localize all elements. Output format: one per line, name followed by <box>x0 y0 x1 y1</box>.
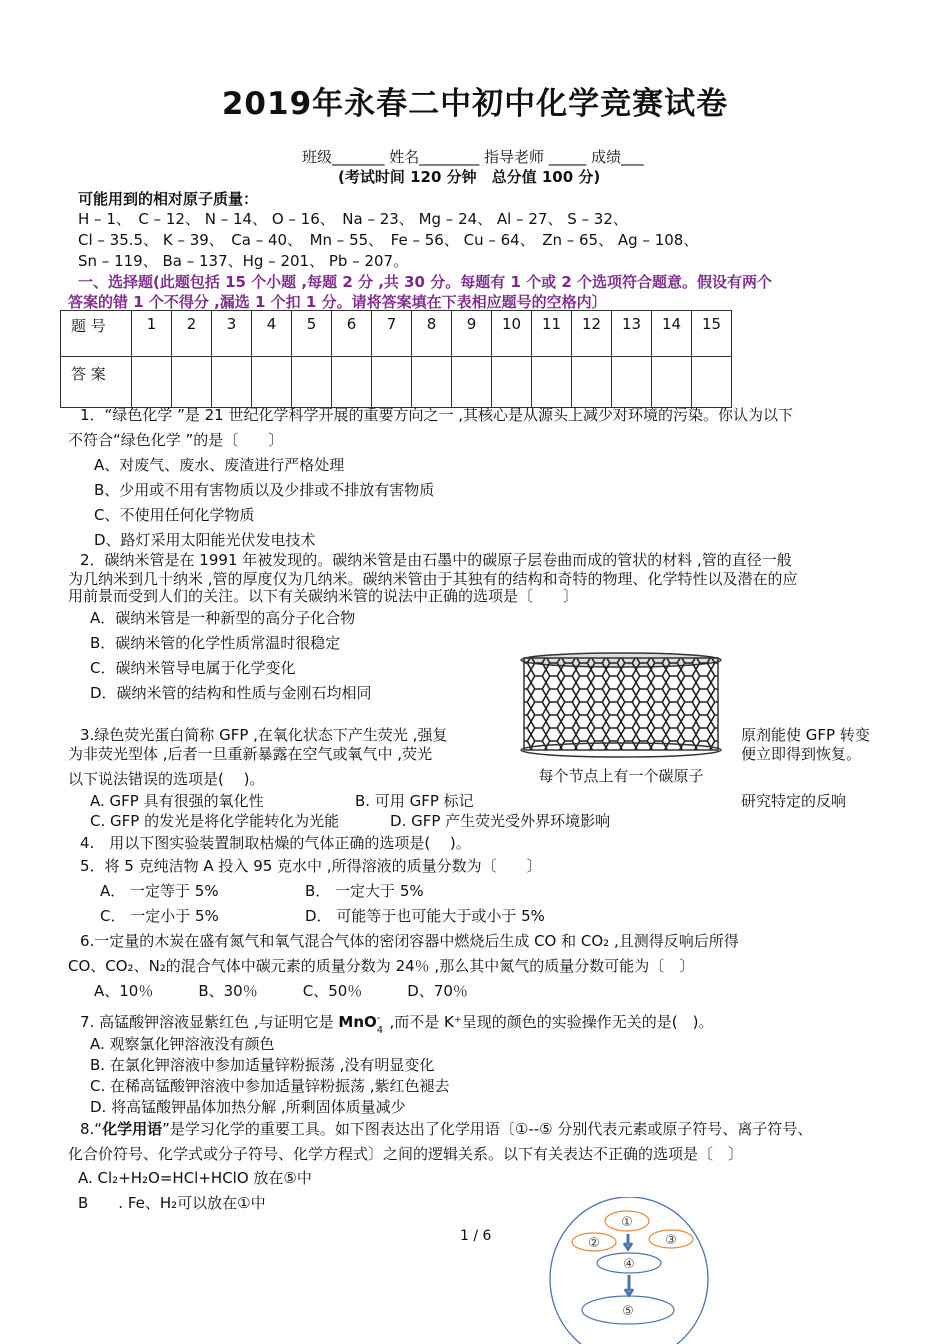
answer-cell[interactable] <box>492 357 532 408</box>
q1-option-b: B、少用或不用有害物质以及少排或不排放有害物质 <box>94 481 435 499</box>
q8-stem <box>80 1118 812 1139</box>
answer-cell[interactable] <box>612 357 652 408</box>
q5-option-d: D． 可能等于也可能大于或小于 5% <box>305 907 545 925</box>
q6-options: A、10％ B、30％ C、50％ D、70％ <box>94 982 468 1000</box>
q8-stem-rest: ”是学习化学的重要工具。如下图表达出了化学用语〔①--⑤ 分别代表元素或原子符号、离子符号、 <box>162 1120 813 1138</box>
q3-option-b-cont: 研究特定的反响 <box>741 792 847 810</box>
q3-option-b: B. 可用 GFP 标记 <box>355 792 474 810</box>
question-number-cell: 11 <box>532 311 572 357</box>
q4-stem: 4. 用以下图实验装置制取枯燥的气体正确的选项是( )。 <box>80 834 471 852</box>
answer-cell[interactable] <box>292 357 332 408</box>
q7-option-d: D. 将高锰酸钾晶体加热分解 ,所剩固体质量减少 <box>90 1098 406 1116</box>
permanganate-ion: MnO <box>338 1013 377 1031</box>
q2-option-a: A．碳纳米管是一种新型的高分子化合物 <box>90 609 356 627</box>
q7-option-a: A. 观察氯化钾溶液没有颜色 <box>90 1035 275 1053</box>
question-number-cell: 6 <box>332 311 372 357</box>
q1-option-d: D、路灯采用太阳能光伏发电技术 <box>94 531 316 549</box>
label-2: ② <box>588 1236 600 1251</box>
chem-language-term: 化学用语 <box>102 1120 163 1138</box>
q3-option-a: A. GFP 具有很强的氧化性 <box>90 792 264 810</box>
q8-option-a: A. Cl₂+H₂O=HCl+HClO 放在⑤中 <box>78 1169 312 1187</box>
question-number-cell: 5 <box>292 311 332 357</box>
q2-stem-cont: 为几纳米到几十纳米 ,管的厚度仅为几纳米。碳纳米管由于其独有的结构和奇特的物理、化学特性以及潜在的应 <box>68 570 798 588</box>
answer-row-label: 答 案 <box>61 357 132 408</box>
answer-cell[interactable] <box>412 357 452 408</box>
arrow-down-icon <box>625 1275 633 1295</box>
q1-stem: 1．“绿色化学 ”是 21 世纪化学科学开展的重要方向之一 ,其核心是从源头上减少对环境的污染。你认为以下 <box>80 406 794 424</box>
q3-stem: 3.绿色荧光蛋白简称 GFP ,在氧化状态下产生荧光 ,强复 <box>80 726 448 744</box>
carbon-nanotube-figure <box>516 650 726 790</box>
q3-stem-cont: 为非荧光型体 ,后者一旦重新暴露在空气或氧气中 ,荧光 <box>68 745 433 763</box>
q8-option-b: B . Fe、H₂可以放在①中 <box>78 1194 266 1212</box>
ion-subscript: 4 <box>376 1025 384 1036</box>
answer-cell[interactable] <box>652 357 692 408</box>
q5-stem: 5．将 5 克纯洁物 A 投入 95 克水中 ,所得溶液的质量分数为〔 〕 <box>80 857 542 875</box>
q1-option-c: C、不使用任何化学物质 <box>94 506 255 524</box>
atomic-mass-line: Sn – 119、 Ba – 137、Hg – 201、 Pb – 207。 <box>78 252 409 270</box>
answer-cell[interactable] <box>452 357 492 408</box>
q3-prompt: 以下说法错误的选项是( )。 <box>68 770 265 788</box>
question-number-cell: 4 <box>252 311 292 357</box>
q8-stem-cont: 化合价符号、化学式或分子符号、化学方程式〕之间的逻辑关系。以下有关表达不正确的选项是〔 〕 <box>68 1145 744 1163</box>
nanotube-lattice-icon <box>516 650 726 765</box>
answer-cell[interactable] <box>692 357 732 408</box>
question-number-cell: 2 <box>172 311 212 357</box>
q1-option-a: A、对废气、废水、废渣进行严格处理 <box>94 456 345 474</box>
page-title: 2019年永春二中初中化学竞赛试卷 <box>221 86 729 122</box>
q2-option-d: D．碳纳米管的结构和性质与金刚石均相同 <box>90 684 372 702</box>
atomic-mass-line: H – 1、 C – 12、 N – 14、 O – 16、 Na – 23、 Mg – 24、 Al – 27、 S – 32、 <box>78 210 628 228</box>
q2-option-b: B．碳纳米管的化学性质常温时很稳定 <box>90 634 341 652</box>
atomic-mass-line: Cl – 35.5、 K – 39、 Ca – 40、 Mn – 55、 Fe – 56、 Cu – 64、 Zn – 65、 Ag – 108、 <box>78 231 699 249</box>
arrow-down-icon <box>624 1234 632 1249</box>
question-number-cell: 1 <box>132 311 172 357</box>
answer-cell[interactable] <box>332 357 372 408</box>
q7-stem-pre: 7. 高锰酸钾溶液显紫红色 ,与证明它是 <box>80 1013 339 1031</box>
student-info-line: 班级_______ 姓名________ 指导老师 _____ 成绩___ <box>302 148 644 166</box>
q1-stem-cont: 不符合“绿色化学 ”的是〔 〕 <box>68 431 284 449</box>
answer-cell[interactable] <box>212 357 252 408</box>
page-number: 1 / 6 <box>460 1228 492 1244</box>
question-number-cell: 13 <box>612 311 652 357</box>
answer-table-number-row <box>61 311 732 357</box>
ion-charge: - <box>376 1013 381 1024</box>
q5-option-c: C． 一定小于 5% <box>100 907 219 925</box>
q3-stem-cont-right: 便立即得到恢复。 <box>741 745 862 763</box>
q6-stem-cont: CO、CO₂、N₂的混合气体中碳元素的质量分数为 24％ ,那么其中氮气的质量分数可能为〔 〕 <box>68 957 695 975</box>
answer-table <box>60 310 732 408</box>
answer-cell[interactable] <box>532 357 572 408</box>
question-number-cell: 7 <box>372 311 412 357</box>
exam-note: (考试时间 120 分钟 总分值 100 分) <box>338 168 601 186</box>
q7-stem-post: ,而不是 K⁺呈现的颜色的实验操作无关的是( )。 <box>384 1013 714 1031</box>
label-5: ⑤ <box>622 1304 634 1319</box>
table-row-label: 题 号 <box>61 311 132 357</box>
label-4: ④ <box>623 1257 635 1272</box>
section-one-heading: 一、选择题(此题包括 15 个小题 ,每题 2 分 ,共 30 分。每题有 1 个或 2 个选项符合题意。假设有两个 <box>78 273 772 291</box>
q2-stem: 2．碳纳米管是在 1991 年被发现的。碳纳米管是由石墨中的碳原子层卷曲而成的管状的材料 ,管的直径一般 <box>80 551 792 569</box>
q7-stem <box>80 1011 714 1036</box>
question-number-cell: 9 <box>452 311 492 357</box>
section-one-heading-cont: 答案的错 1 个不得分 ,漏选 1 个扣 1 分。请将答案填在下表相应题号的空格内〕 <box>68 293 607 311</box>
answer-table-answer-row <box>61 357 732 408</box>
question-number-cell: 8 <box>412 311 452 357</box>
answer-cell[interactable] <box>172 357 212 408</box>
question-number-cell: 15 <box>692 311 732 357</box>
question-number-cell: 10 <box>492 311 532 357</box>
q5-option-b: B． 一定大于 5% <box>305 882 424 900</box>
q2-option-c: C．碳纳米管导电属于化学变化 <box>90 659 296 677</box>
answer-cell[interactable] <box>132 357 172 408</box>
q5-option-a: A． 一定等于 5% <box>100 882 219 900</box>
nanotube-caption: 每个节点上有一个碳原子 <box>538 767 704 785</box>
question-number-cell: 14 <box>652 311 692 357</box>
label-1: ① <box>621 1215 633 1230</box>
q7-option-c: C. 在稀高锰酸钾溶液中参加适量锌粉振荡 ,紫红色褪去 <box>90 1077 450 1095</box>
q8-stem-pre: 8.“ <box>80 1120 103 1138</box>
q2-stem-cont: 用前景而受到人们的关注。以下有关碳纳米管的说法中正确的选项是〔 〕 <box>68 587 579 605</box>
chem-language-diagram <box>548 1197 710 1344</box>
question-number-cell: 3 <box>212 311 252 357</box>
q6-stem: 6.一定量的木炭在盛有氮气和氧气混合气体的密闭容器中燃烧后生成 CO 和 CO₂ ,且测得反响后所得 <box>80 932 739 950</box>
answer-cell[interactable] <box>572 357 612 408</box>
q3-option-d: D. GFP 产生荧光受外界环境影响 <box>390 812 611 830</box>
question-number-cell: 12 <box>572 311 612 357</box>
q7-option-b: B. 在氯化钾溶液中参加适量锌粉振荡 ,没有明显变化 <box>90 1056 435 1074</box>
label-3: ③ <box>665 1233 677 1248</box>
answer-cell[interactable] <box>252 357 292 408</box>
answer-cell[interactable] <box>372 357 412 408</box>
q3-stem-right: 原剂能使 GFP 转变 <box>741 726 870 744</box>
q3-option-c: C. GFP 的发光是将化学能转化为光能 <box>90 812 340 830</box>
atomic-mass-heading: 可能用到的相对原子质量： <box>78 190 259 208</box>
